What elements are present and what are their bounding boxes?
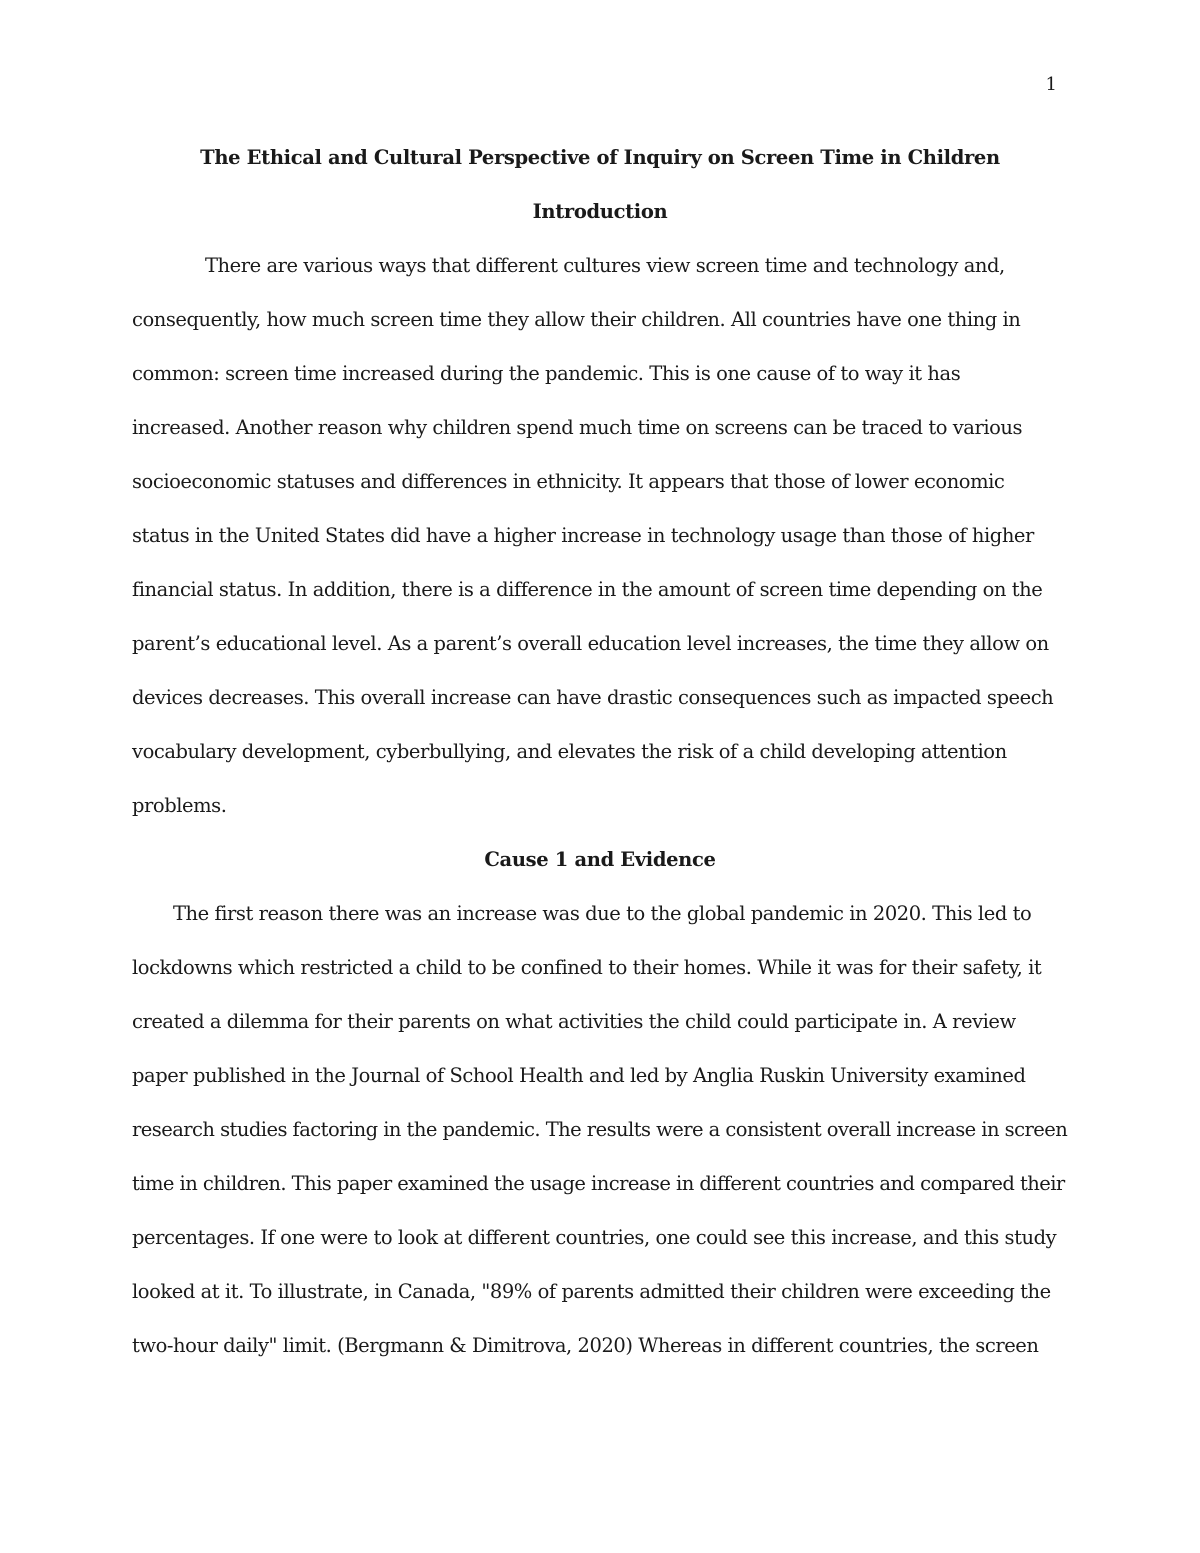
- document-title: The Ethical and Cultural Perspective of Inquiry on Screen Time in Children: [200, 146, 1000, 169]
- page-number: 1: [1045, 74, 1057, 95]
- paragraph-line: two-hour daily" limit. (Bergmann & Dimitrova, 2020) Whereas in different countries, the screen: [132, 1334, 1039, 1357]
- paragraph-line: parent’s educational level. As a parent’s overall education level increases, the time they allow on: [132, 632, 1049, 655]
- paragraph-line: The first reason there was an increase was due to the global pandemic in 2020. This led to: [173, 902, 1032, 925]
- section-heading-introduction: Introduction: [532, 200, 668, 223]
- paragraph-line: socioeconomic statuses and differences in ethnicity. It appears that those of lower economic: [132, 470, 1005, 493]
- paragraph-line: paper published in the Journal of School Health and led by Anglia Ruskin University examined: [132, 1064, 1026, 1087]
- paragraph-line: financial status. In addition, there is a difference in the amount of screen time depending on the: [132, 578, 1043, 601]
- section-heading-cause-1: Cause 1 and Evidence: [484, 848, 716, 871]
- paragraph-line: common: screen time increased during the pandemic. This is one cause of to way it has: [132, 362, 961, 385]
- paragraph-line: looked at it. To illustrate, in Canada, "89% of parents admitted their children were exceeding the: [132, 1280, 1051, 1303]
- paragraph-line: percentages. If one were to look at different countries, one could see this increase, and this study: [132, 1226, 1057, 1249]
- paragraph-line: research studies factoring in the pandemic. The results were a consistent overall increase in screen: [132, 1118, 1068, 1141]
- paragraph-line: consequently, how much screen time they allow their children. All countries have one thing in: [132, 308, 1021, 331]
- paragraph-line: time in children. This paper examined the usage increase in different countries and compared their: [132, 1172, 1065, 1195]
- paragraph-line: created a dilemma for their parents on what activities the child could participate in. A review: [132, 1010, 1016, 1033]
- paragraph-line: problems.: [132, 794, 227, 817]
- paragraph-line: devices decreases. This overall increase can have drastic consequences such as impacted speech: [132, 686, 1054, 709]
- paragraph-line: There are various ways that different cultures view screen time and technology and,: [205, 254, 1005, 277]
- paragraph-line: status in the United States did have a higher increase in technology usage than those of higher: [132, 524, 1034, 547]
- paragraph-line: increased. Another reason why children spend much time on screens can be traced to various: [132, 416, 1023, 439]
- paragraph-line: lockdowns which restricted a child to be confined to their homes. While it was for their safety, it: [132, 956, 1042, 979]
- paragraph-line: vocabulary development, cyberbullying, and elevates the risk of a child developing attention: [132, 740, 1007, 763]
